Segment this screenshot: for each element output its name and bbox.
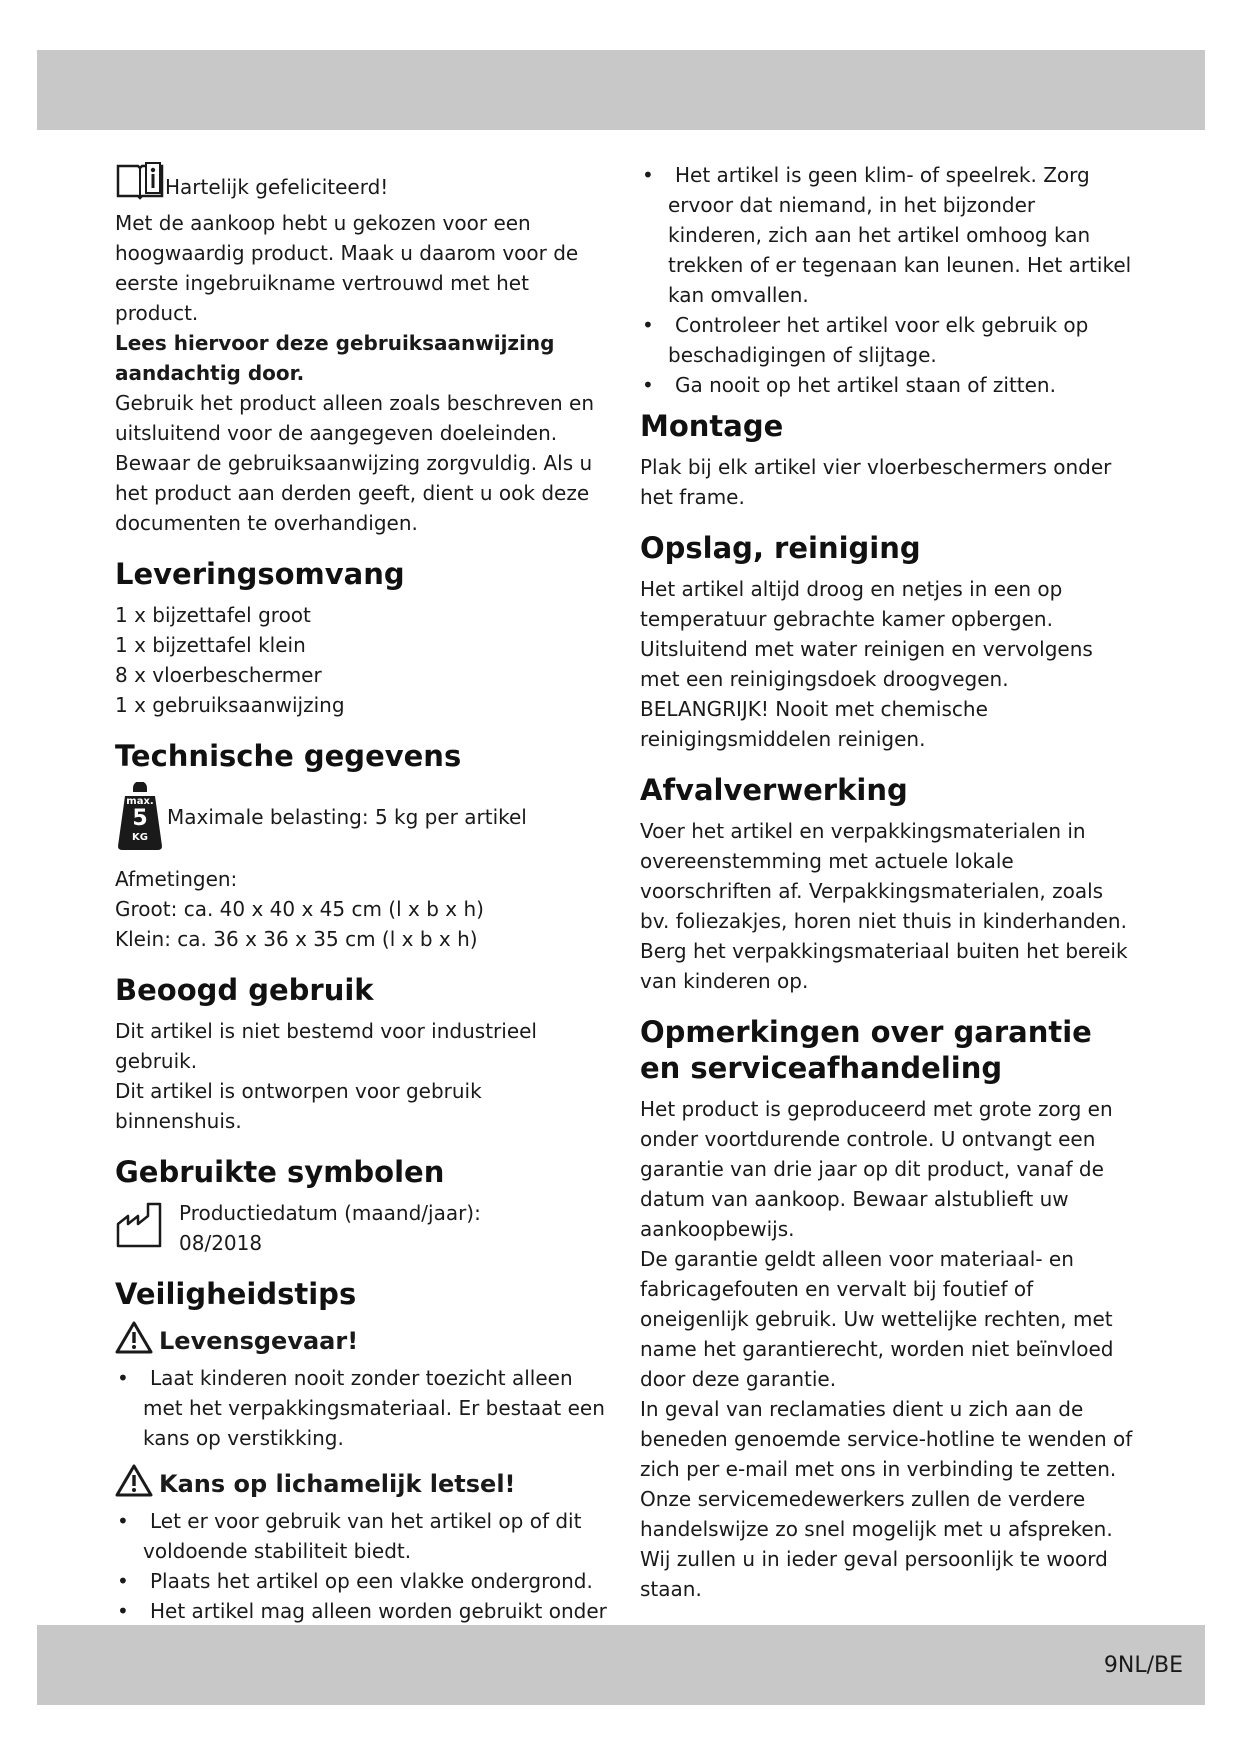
manual-info-icon [115,160,165,208]
header-band [37,50,1205,130]
beoogd-title: Beoogd gebruik [115,973,374,1007]
list-item: • Plaats het artikel op een vlakke ondergrond. [115,1566,610,1596]
symbolen-title: Gebruikte symbolen [115,1155,445,1189]
warning-title-1: Levensgevaar! [159,1326,359,1355]
montage-text: Plak bij elk artikel vier vloerbeschermers onder het frame. [640,455,1112,509]
max-load-text: Maximale belasting: 5 kg per artikel [167,805,527,829]
list-item: • Let er voor gebruik van het artikel op of dit voldoende stabiliteit biedt. [115,1506,610,1566]
garantie-title: Opmerkingen over garantie en serviceafhandeling [640,1015,1092,1085]
leveringsomvang-title: Leveringsomvang [115,557,405,591]
intro-para1: Met de aankoop hebt u gekozen voor een hoogwaardig product. Maak u daarom voor de eerste ingebruikname vertrouwd met het product. [115,211,579,325]
garantie-p1: Het product is geproduceerd met grote zorg en onder voortdurende controle. U ontvangt een garantie van drie jaar op dit product, vanaf de datum van aankoop. Bewaar alstublieft uw aankoopbewijs. [640,1097,1113,1241]
production-date-row [115,1198,610,1258]
footer-band [37,1625,1205,1705]
lever-item: 8 x vloerbeschermer [115,663,322,687]
weight-icon-value: 5 [132,806,148,831]
max-load-row [115,782,610,852]
afmetingen-label: Afmetingen: [115,867,238,891]
list-item: • Ga nooit op het artikel staan of zitten. [640,370,1135,400]
afmeting-klein: Klein: ca. 36 x 36 x 35 cm (l x b x h) [115,927,478,951]
lever-item: 1 x bijzettafel groot [115,603,311,627]
technisch-title: Technische gegevens [115,739,462,773]
warning-title-2: Kans op lichamelijk letsel! [159,1469,516,1498]
warning-list-1 [115,1363,610,1453]
intro-bold: Lees hiervoor deze gebruiksaanwijzing aandachtig door. [115,331,555,385]
afmeting-groot: Groot: ca. 40 x 40 x 45 cm (l x b x h) [115,897,484,921]
weight-icon-unit: KG [132,832,148,843]
list-item: • Controleer het artikel voor elk gebruik op beschadigingen of slijtage. [640,310,1135,370]
list-item: • Het artikel is geen klim- of speelrek. Zorg ervoor dat niemand, in het bijzonder kinderen, zich aan het artikel omhoog kan trekken of er tegenaan kan leunen. Het artikel kan omvallen. [640,160,1135,310]
warning-triangle-icon [115,1463,153,1504]
page-number: 9NL/BE [1103,1653,1183,1678]
afval-title: Afvalverwerking [640,773,908,807]
beoogd-line2: Dit artikel is ontworpen voor gebruik binnenshuis. [115,1079,482,1133]
beoogd-line1: Dit artikel is niet bestemd voor industrieel gebruik. [115,1019,537,1073]
factory-icon [115,1198,165,1258]
garantie-p2: De garantie geldt alleen voor materiaal- en fabricagefouten en vervalt bij foutief of oneigenlijk gebruik. Uw wettelijke rechten, met name het garantierecht, worden niet beïnvloed door deze garantie. [640,1247,1114,1391]
list-item: • Het artikel mag alleen worden gebruikt onder [115,1596,610,1686]
intro-para2: Gebruik het product alleen zoals beschreven en uitsluitend voor de aangegeven doeleinden. Bewaar de gebruiksaanwijzing zorgvuldig. Als u het product aan derden geeft, dient u ook deze documenten te overhandigen. [115,391,595,535]
warning-heading-1 [115,1320,610,1361]
opslag-title: Opslag, reiniging [640,531,921,565]
intro-heading [115,160,610,208]
production-date-label: Productiedatum (maand/jaar): [179,1201,481,1225]
production-date-value: 08/2018 [179,1231,263,1255]
veiligheid-title: Veiligheidstips [115,1277,357,1311]
lever-item: 1 x bijzettafel klein [115,633,306,657]
list-item: • Laat kinderen nooit zonder toezicht alleen met het verpakkingsmateriaal. Er bestaat een kans op verstikking. [115,1363,610,1453]
weight-icon [115,782,165,852]
opslag-text2: Uitsluitend met water reinigen en vervolgens met een reinigingsdoek droogvegen. BELANGRIJK! Nooit met chemische reinigingsmiddelen reinigen. [640,637,1093,751]
montage-title: Montage [640,409,784,443]
weight-icon-top: max. [126,796,154,807]
right-column [640,160,1135,1604]
afval-text: Voer het artikel en verpakkingsmaterialen in overeenstemming met actuele lokale voorschriften af. Verpakkingsmaterialen, zoals bv. foliezakjes, horen niet thuis in kinderhanden. Berg het verpakkingsmateriaal buiten het bereik van kinderen op. [640,819,1128,993]
lever-item: 1 x gebruiksaanwijzing [115,693,345,717]
opslag-text1: Het artikel altijd droog en netjes in een op temperatuur gebrachte kamer opbergen. [640,577,1063,631]
warning-heading-2 [115,1463,610,1504]
left-column [115,160,610,1686]
safety-bullets-cont [640,160,1135,400]
warning-triangle-icon [115,1320,153,1361]
congrats-text: Hartelijk gefeliciteerd! [165,175,389,199]
garantie-p3: In geval van reclamaties dient u zich aan de beneden genoemde service-hotline te wenden of zich per e-mail met ons in verbinding te zetten. Onze servicemedewerkers zullen de verdere handelswijze zo snel mogelijk met u afspreken. Wij zullen u in ieder geval persoonlijk te woord staan. [640,1397,1133,1601]
